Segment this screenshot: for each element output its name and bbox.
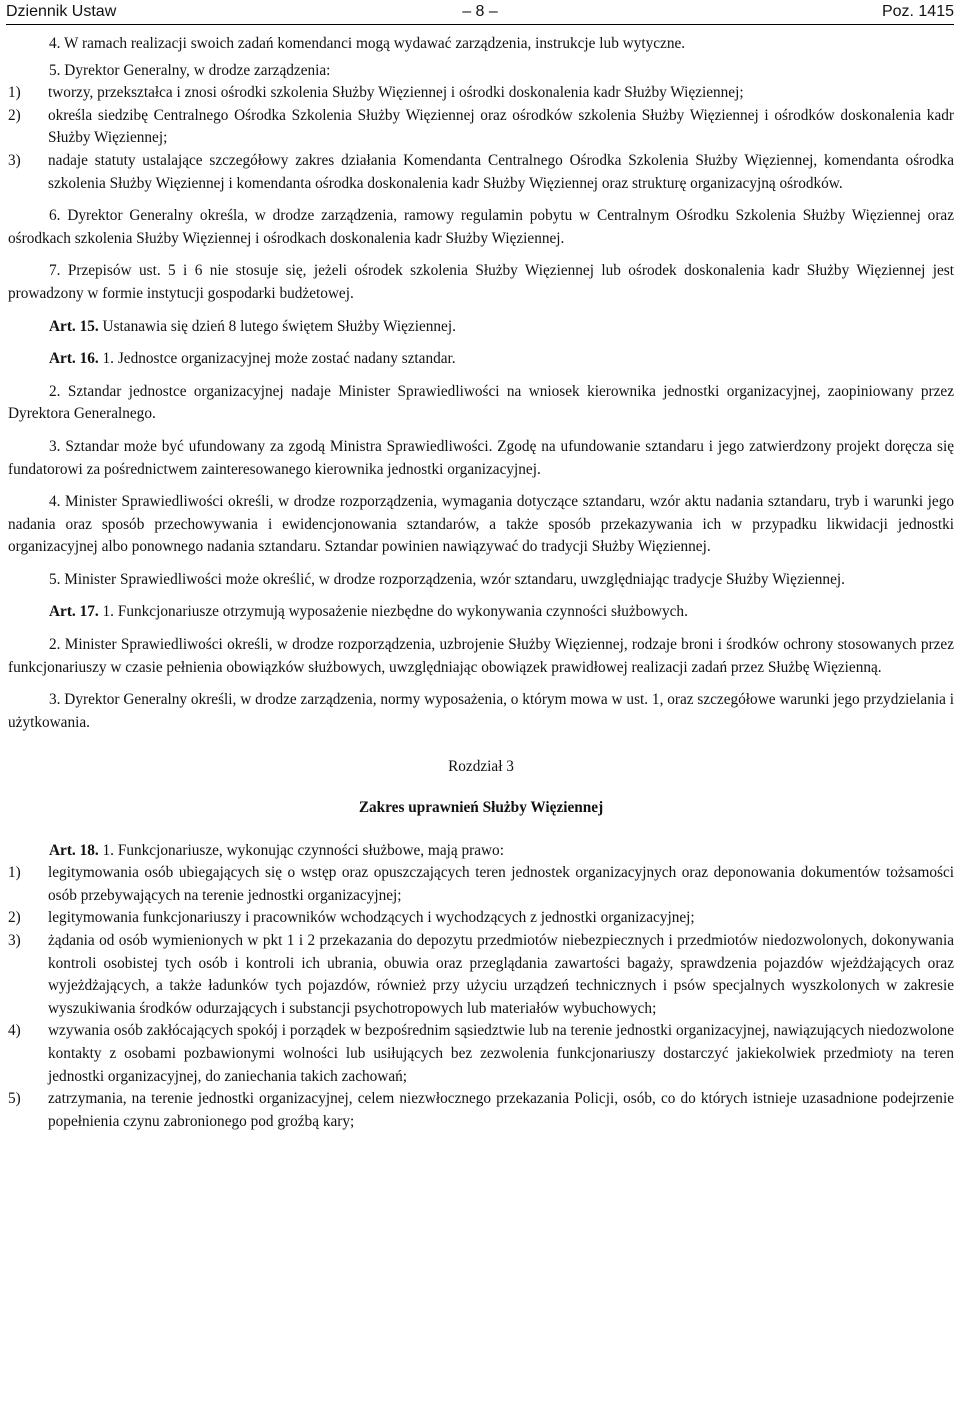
list-item [8, 82, 954, 105]
chapter-number: Rozdział 3 [448, 758, 514, 776]
paragraph-4: 4. W ramach realizacji swoich zadań komendanci mogą wydawać zarządzenia, instrukcje lub wytyczne. [49, 35, 686, 52]
article-16-label: Art. 16. [49, 350, 99, 368]
list-item [8, 1088, 954, 1133]
article-17-par-3: 3. Dyrektor Generalny określi, w drodze zarządzenia, normy wyposażenia, o którym mowa w ust. 1, oraz szczegółowe warunki jego przydzielania i użytkowania. [8, 691, 954, 731]
list-item-number: 3) [8, 932, 21, 949]
list-item-text: legitymowania osób ubiegających się o wstęp oraz opuszczających teren jednostek organizacyjnych oraz deponowania dokumentów tożsamości osób przebywających na terenie jednostki organizacyjnej; [48, 864, 954, 904]
article-17 [8, 601, 954, 624]
list-item-text: wzywania osób zakłócających spokój i porządek w bezpośrednim sąsiedztwie lub na terenie jednostki organizacyjnej, nawiązujących niedozwolone kontakty z osobami pozbawionymi wolności lub usiłujących bez zezwolenia funkcjonariuszy dostarczyć jakiekolwiek przedmioty na teren jednostki organizacyjnej, do zaniechania takich zachowań; [48, 1022, 954, 1085]
list-item [8, 930, 954, 1020]
list-item-number: 2) [8, 106, 21, 124]
article-16-text: 1. Jednostce organizacyjnej może zostać nadany sztandar. [98, 350, 456, 368]
article-17-label: Art. 17. [49, 603, 99, 621]
article-16-par-4: 4. Minister Sprawiedliwości określi, w drodze rozporządzenia, wymagania dotyczące sztandaru, wzór aktu nadania sztandaru, tryb i warunki jego nadania oraz sposób przechowywania i ewidencjonowania sztandarów, a także sposób przekazywania ich w przypadku likwidacji jednostki organizacyjnej albo ponownego nadania sztandaru. Sztandar powinien nawiązywać do tradycji Służby Więziennej. [8, 493, 954, 556]
article-16-par-2: 2. Sztandar jednostce organizacyjnej nadaje Minister Sprawiedliwości na wniosek kierownika jednostki organizacyjnej, zaopiniowany przez Dyrektora Generalnego. [8, 382, 954, 423]
position-number: Poz. 1415 [881, 3, 954, 20]
list-item-text: nadaje statuty ustalające szczegółowy zakres działania Komendanta Centralnego Ośrodka Szkolenia Służby Więziennej, komendanta ośrodka szkolenia Służby Więziennej i komendanta ośrodka doskonalenia kadr Służby Więziennej oraz strukturę organizacyjną ośrodków. [48, 151, 954, 192]
list-item-number: 1) [8, 84, 21, 102]
chapter-title [8, 797, 954, 820]
article-17-par-2: 2. Minister Sprawiedliwości określi, w drodze rozporządzenia, uzbrojenie Służby Więziennej, rodzaje broni i środków ochrony stosowanych przez funkcjonariuszy w czasie pełnienia obowiązków służbowych, uwzględniając obowiązek prawidłowej realizacji zadań przez Służbę Więzienną. [8, 636, 954, 676]
list-item [8, 1020, 954, 1088]
list-item-text: zatrzymania, na terenie jednostki organizacyjnej, celem niezwłocznego przekazania Policji, osób, co do których istnieje uzasadnione podejrzenie popełnienia czynu zabronionego pod groźbą kary; [48, 1090, 954, 1130]
paragraph-5: 5. Dyrektor Generalny, w drodze zarządzenia: [49, 61, 331, 79]
list-item-number: 5) [8, 1090, 21, 1108]
chapter-title-text: Zakres uprawnień Służby Więziennej [358, 799, 604, 817]
article-18 [8, 840, 954, 863]
list-item [8, 150, 954, 195]
article-16-par-3: 3. Sztandar może być ufundowany za zgodą Ministra Sprawiedliwości. Zgodę na ufundowanie sztandaru i jego zatwierdzony projekt doręcza się fundatorowi za pośrednictwem zainteresowanego kierownika jednostki organizacyjnej. [8, 437, 954, 478]
list-item-number: 3) [8, 151, 21, 169]
list-item [8, 105, 954, 150]
article-16 [8, 348, 954, 371]
journal-title: Dziennik Ustaw [6, 3, 117, 20]
article-16-par-5: 5. Minister Sprawiedliwości może określić, w drodze rozporządzenia, wzór sztandaru, uwzględniając tradycje Służby Więziennej. [49, 570, 845, 588]
article-18-text: 1. Funkcjonariusze, wykonując czynności służbowe, mają prawo: [98, 841, 504, 859]
list-item [8, 862, 954, 907]
article-15-text: Ustanawia się dzień 8 lutego świętem Służby Więziennej. [98, 317, 456, 335]
article-17-text: 1. Funkcjonariusze otrzymują wyposażenie niezbędne do wykonywania czynności służbowych. [98, 603, 688, 621]
paragraph-7: 7. Przepisów ust. 5 i 6 nie stosuje się, jeżeli ośrodek szkolenia Służby Więziennej lub ośrodek doskonalenia kadr Służby Więziennej jest prowadzony w formie instytucji gospodarki budżetowej. [8, 262, 954, 302]
list-item-number: 4) [8, 1022, 21, 1040]
paragraph-6: 6. Dyrektor Generalny określa, w drodze zarządzenia, ramowy regulamin pobytu w Centralnym Ośrodku Szkolenia Służby Więziennej oraz ośrodkach szkolenia Służby Więziennej i ośrodkach doskonalenia kadr Służby Więziennej. [8, 207, 954, 247]
list-item-number: 2) [8, 909, 21, 927]
list-item [8, 907, 954, 930]
list-item-text: tworzy, przekształca i znosi ośrodki szkolenia Służby Więziennej i ośrodki doskonalenia kadr Służby Więziennej; [48, 84, 744, 102]
list-item-text: legitymowania funkcjonariuszy i pracowników wchodzących i wychodzących z jednostki organizacyjnej; [48, 909, 695, 927]
article-18-label: Art. 18. [49, 841, 99, 859]
article-15 [8, 316, 954, 339]
list-item-text: określa siedzibę Centralnego Ośrodka Szkolenia Służby Więziennej oraz ośrodków szkolenia Służby Więziennej i ośrodków doskonalenia kadr Służby Więziennej; [48, 106, 954, 147]
article-15-label: Art. 15. [49, 317, 99, 335]
list-item-text: żądania od osób wymienionych w pkt 1 i 2 przekazania do depozytu przedmiotów niebezpiecznych i przedmiotów niedozwolonych, dokonywania kontroli osobistej tych osób i kontroli ich ubrania, obuwia oraz przeglądania zawartości bagaży, sprawdzenia pojazdów wjeżdżających oraz wyjeżdżających, a także ładunków tych pojazdów, również przy użyciu urządzeń technicznych i psów specjalnych wyszkolonych w zakresie wyszukiwania środków odurzających i substancji psychotropowych lub materiałów wybuchowych; [48, 932, 954, 1017]
document-body [8, 33, 954, 1133]
page-number: – 8 – [462, 3, 498, 20]
page-header [6, 0, 954, 25]
list-item-number: 1) [8, 864, 21, 882]
